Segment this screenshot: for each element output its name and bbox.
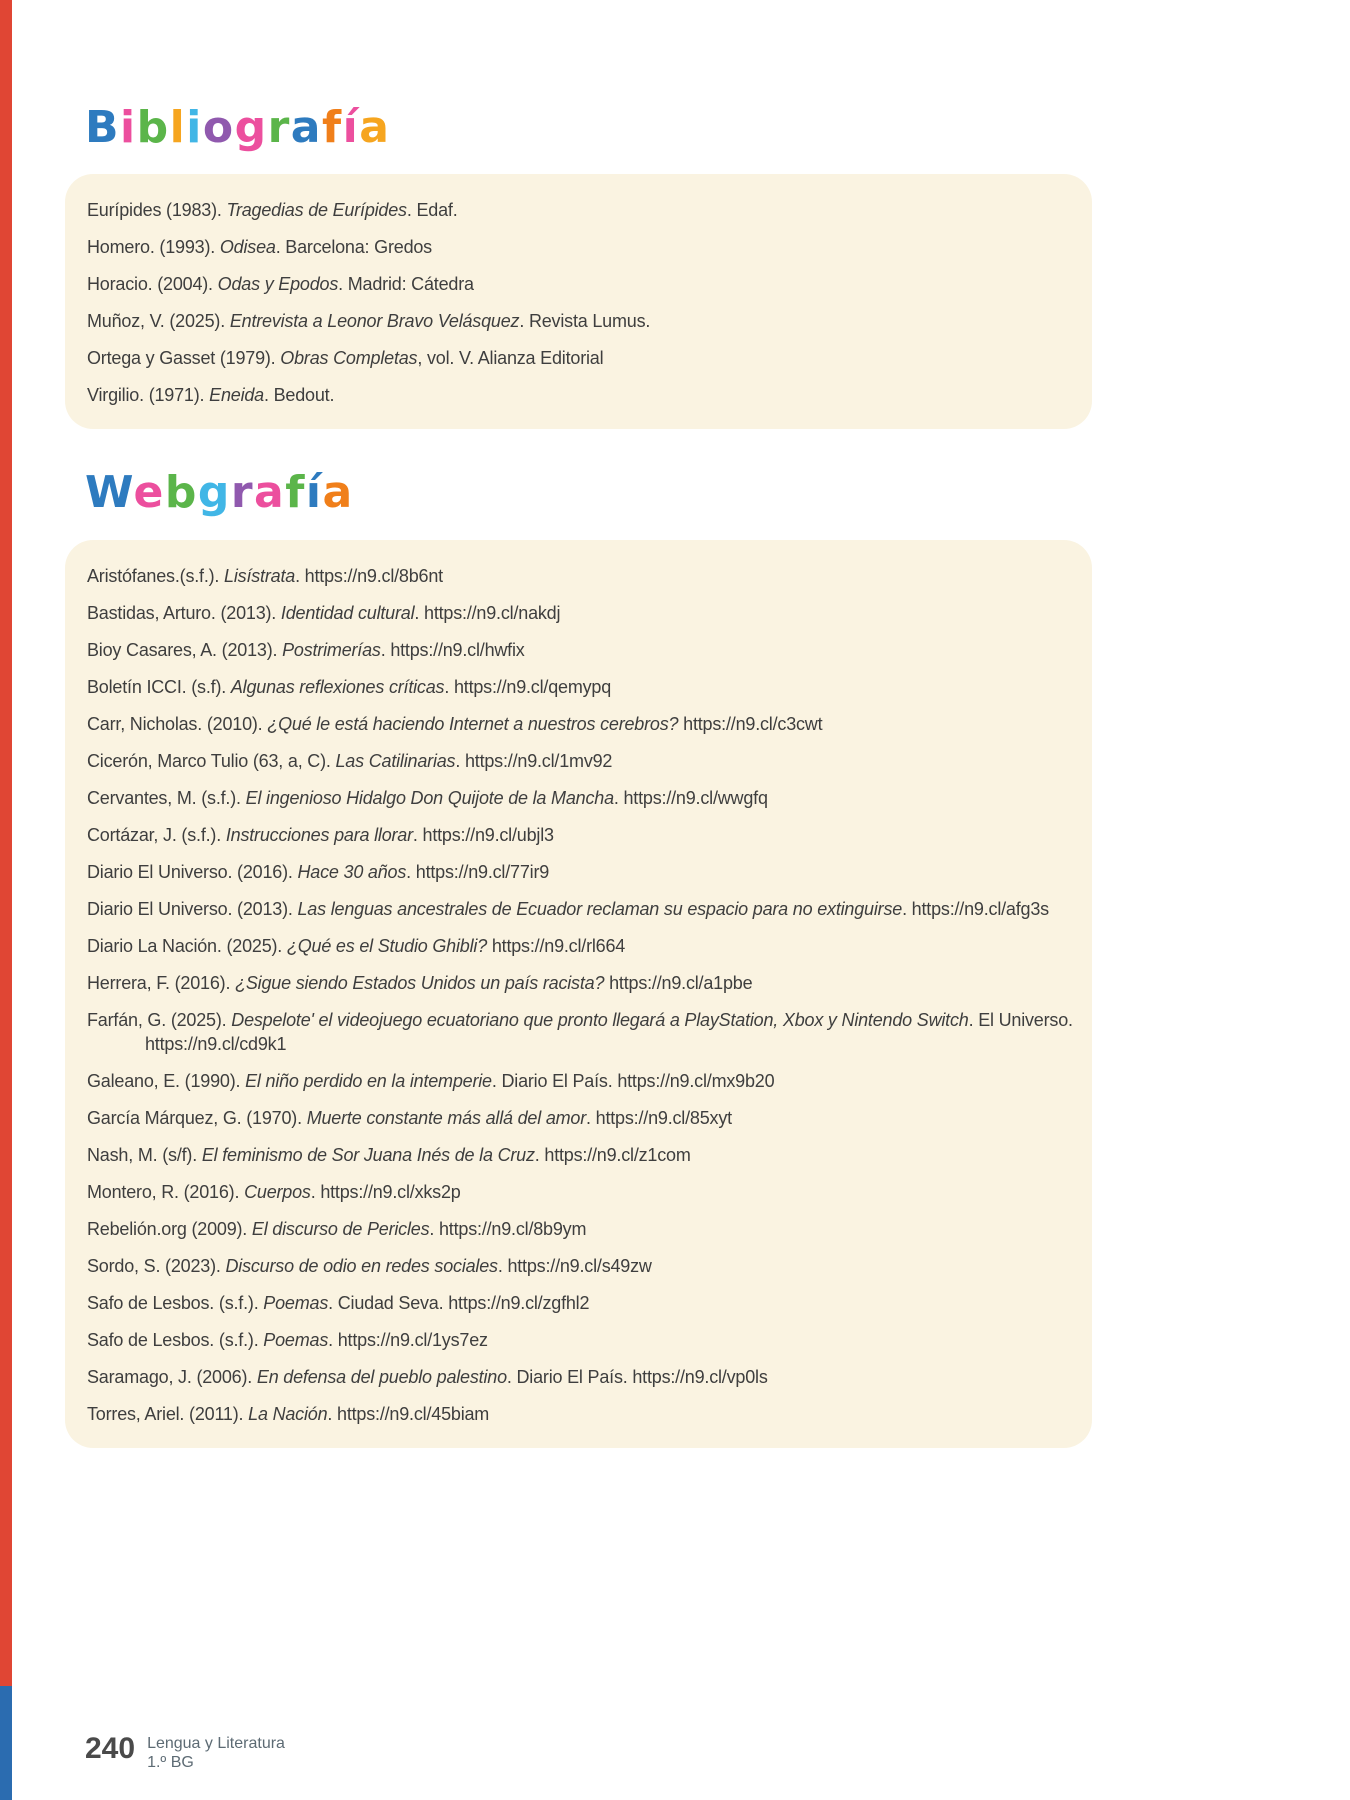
reference-text: Boletín ICCI. (s.f). — [87, 676, 231, 697]
reference-text: Montero, R. (2016). — [87, 1181, 245, 1202]
reference-entry — [87, 383, 1080, 407]
reference-text: Aristófanes.(s.f.). — [87, 565, 225, 586]
title-letter: a — [254, 467, 286, 519]
reference-text: . https://n9.cl/85xyt — [586, 1107, 732, 1128]
reference-title: Odisea — [219, 237, 276, 258]
reference-text: Saramago, J. (2006). — [87, 1366, 257, 1387]
left-edge-red-bar — [0, 0, 12, 1686]
reference-text: Nash, M. (s/f). — [87, 1144, 202, 1165]
reference-text: Rebelión.org (2009). — [87, 1218, 252, 1239]
reference-text: Cicerón, Marco Tulio (63, a, C). — [87, 750, 336, 771]
title-letter: b — [164, 467, 198, 519]
reference-text: . https://n9.cl/qemypq — [444, 676, 612, 697]
title-letter: a — [359, 102, 391, 153]
reference-entry — [87, 272, 1080, 296]
reference-title: Muerte constante más allá del amor — [306, 1107, 587, 1128]
reference-title: Discurso de odio en redes sociales — [225, 1255, 498, 1276]
reference-text: Homero. (1993). — [87, 237, 220, 258]
reference-text: Cortázar, J. (s.f.). — [87, 824, 226, 845]
webgrafia-title — [85, 469, 1092, 517]
page-number: 240 — [85, 1732, 136, 1765]
reference-text: Herrera, F. (2016). — [87, 972, 236, 993]
reference-text: . https://n9.cl/wwgfq — [613, 787, 768, 808]
reference-entry — [87, 601, 1080, 625]
reference-entry — [87, 198, 1080, 222]
reference-entry — [87, 823, 1080, 847]
page-footer — [85, 1734, 285, 1772]
reference-title: El discurso de Pericles — [251, 1218, 430, 1239]
reference-title: Algunas reflexiones críticas — [230, 676, 445, 697]
title-letter: i — [186, 102, 203, 153]
reference-title: Postrimerías — [282, 639, 381, 660]
reference-text: . https://n9.cl/xks2p — [310, 1181, 461, 1202]
title-letter: e — [133, 467, 165, 519]
bibliografia-title — [85, 0, 1092, 152]
title-letter: í — [305, 467, 323, 519]
reference-entry — [87, 1069, 1080, 1093]
reference-entry — [87, 860, 1080, 884]
reference-entry — [87, 971, 1080, 995]
reference-title: La Nación — [248, 1403, 328, 1424]
reference-text: . https://n9.cl/8b9ym — [429, 1218, 587, 1239]
reference-text: . https://n9.cl/z1com — [534, 1144, 691, 1165]
title-letter: f — [285, 467, 306, 519]
reference-title: Hace 30 años — [297, 861, 407, 882]
reference-text: Farfán, G. (2025). — [87, 1009, 232, 1030]
reference-entry — [87, 638, 1080, 662]
reference-title: Lisístrata — [224, 565, 296, 586]
webgrafia-box — [65, 540, 1092, 1448]
reference-text: Diario El Universo. (2016). — [87, 861, 298, 882]
reference-entry — [87, 934, 1080, 958]
reference-title: ¿Qué le está haciendo Internet a nuestros cerebros? — [267, 713, 679, 734]
reference-title: Identidad cultural — [280, 602, 415, 623]
title-letter: a — [322, 467, 354, 519]
reference-text: . Bedout. — [264, 385, 335, 406]
title-letter: a — [290, 102, 322, 153]
reference-text: . https://n9.cl/ubjl3 — [412, 824, 554, 845]
reference-title: ¿Sigue siendo Estados Unidos un país racista? — [235, 972, 605, 993]
reference-entry — [87, 675, 1080, 699]
reference-text: . https://n9.cl/45biam — [327, 1403, 490, 1424]
reference-text: Diario La Nación. (2025). — [87, 935, 287, 956]
reference-entry — [87, 309, 1080, 333]
reference-text: . Diario El País. https://n9.cl/mx9b20 — [491, 1070, 775, 1091]
reference-title: Las lenguas ancestrales de Ecuador reclaman su espacio para no extinguirse — [297, 898, 903, 919]
reference-text: Bioy Casares, A. (2013). — [87, 639, 283, 660]
reference-text: . https://n9.cl/1mv92 — [455, 750, 613, 771]
reference-title: Odas y Epodos — [217, 274, 339, 295]
reference-entry — [87, 786, 1080, 810]
reference-text: . https://n9.cl/nakdj — [414, 602, 561, 623]
reference-text: Eurípides (1983). — [87, 200, 227, 221]
reference-text: Cervantes, M. (s.f.). — [87, 787, 246, 808]
reference-entry — [87, 712, 1080, 736]
reference-text: . Edaf. — [406, 200, 458, 221]
reference-text: Galeano, E. (1990). — [87, 1070, 246, 1091]
reference-text: . Madrid: Cátedra — [338, 274, 474, 295]
reference-entry — [87, 1291, 1080, 1315]
reference-title: Entrevista a Leonor Bravo Velásquez — [229, 311, 520, 332]
title-letter: W — [85, 467, 134, 519]
reference-title: El ingenioso Hidalgo Don Quijote de la Mancha — [245, 787, 614, 808]
reference-text: . https://n9.cl/s49zw — [497, 1255, 652, 1276]
reference-title: Cuerpos — [244, 1181, 311, 1202]
reference-entry — [87, 1106, 1080, 1130]
reference-text: Muñoz, V. (2025). — [87, 311, 230, 332]
reference-entry — [87, 897, 1080, 921]
title-letter: r — [230, 467, 255, 519]
reference-title: En defensa del pueblo palestino — [256, 1366, 507, 1387]
reference-text: . El Universo. https://n9.cl/cd9k1 — [145, 1009, 1073, 1054]
reference-text: https://n9.cl/c3cwt — [678, 713, 823, 734]
reference-text: . https://n9.cl/1ys7ez — [328, 1329, 488, 1350]
reference-title: Poemas — [263, 1329, 329, 1350]
reference-entry — [87, 1217, 1080, 1241]
reference-entry — [87, 1180, 1080, 1204]
title-letter: o — [202, 102, 235, 153]
title-letter: g — [197, 467, 231, 519]
title-letter: b — [136, 102, 170, 153]
reference-title: Poemas — [263, 1292, 329, 1313]
reference-entry — [87, 1008, 1080, 1056]
reference-entry — [87, 1365, 1080, 1389]
title-letter: B — [85, 102, 121, 153]
reference-entry — [87, 1402, 1080, 1426]
reference-entry — [87, 1328, 1080, 1352]
reference-text: . https://n9.cl/hwfix — [380, 639, 525, 660]
reference-entry — [87, 235, 1080, 259]
reference-text: . https://n9.cl/77ir9 — [406, 861, 550, 882]
reference-title: ¿Qué es el Studio Ghibli? — [286, 935, 488, 956]
reference-text: García Márquez, G. (1970). — [87, 1107, 307, 1128]
footer-text — [147, 1734, 285, 1772]
title-letter: l — [169, 102, 187, 153]
page-content — [65, 0, 1092, 1448]
reference-text: Horacio. (2004). — [87, 274, 218, 295]
reference-text: . Revista Lumus. — [519, 311, 651, 332]
reference-text: Diario El Universo. (2013). — [87, 898, 298, 919]
reference-title: Instrucciones para llorar — [225, 824, 413, 845]
reference-text: . Barcelona: Gredos — [275, 237, 432, 258]
reference-entry — [87, 564, 1080, 588]
reference-text: Carr, Nicholas. (2010). — [87, 713, 268, 734]
reference-text: https://n9.cl/a1pbe — [604, 972, 753, 993]
reference-entry — [87, 749, 1080, 773]
reference-title: El niño perdido en la intemperie — [245, 1070, 492, 1091]
reference-text: Safo de Lesbos. (s.f.). — [87, 1292, 264, 1313]
reference-text: https://n9.cl/rl664 — [487, 935, 626, 956]
title-letter: g — [234, 102, 268, 153]
reference-text: . Diario El País. https://n9.cl/vp0ls — [506, 1366, 768, 1387]
reference-text: Ortega y Gasset (1979). — [87, 348, 281, 369]
footer-subject: Lengua y Literatura — [147, 1735, 285, 1752]
reference-text: . https://n9.cl/afg3s — [902, 898, 1049, 919]
reference-entry — [87, 346, 1080, 370]
reference-title: Obras Completas — [280, 348, 418, 369]
left-edge-blue-bar — [0, 1686, 12, 1800]
reference-entry — [87, 1143, 1080, 1167]
reference-text: Virgilio. (1971). — [87, 385, 210, 406]
bibliografia-box — [65, 174, 1092, 429]
reference-text: Safo de Lesbos. (s.f.). — [87, 1329, 264, 1350]
reference-title: Eneida — [209, 385, 264, 406]
reference-title: Despelote' el videojuego ecuatoriano que pronto llegará a PlayStation, Xbox y Nintendo Switch — [231, 1009, 969, 1030]
reference-text: . Ciudad Seva. https://n9.cl/zgfhl2 — [328, 1292, 590, 1313]
reference-title: Las Catilinarias — [335, 750, 456, 771]
reference-title: Tragedias de Eurípides — [226, 200, 407, 221]
reference-text: . https://n9.cl/8b6nt — [295, 565, 443, 586]
footer-grade: 1.º BG — [147, 1754, 194, 1771]
reference-entry — [87, 1254, 1080, 1278]
title-letter: r — [267, 102, 291, 153]
reference-text: Torres, Ariel. (2011). — [87, 1403, 249, 1424]
title-letter: f — [321, 102, 343, 153]
reference-text: , vol. V. Alianza Editorial — [417, 348, 604, 369]
reference-text: Bastidas, Arturo. (2013). — [87, 602, 281, 623]
reference-text: Sordo, S. (2023). — [87, 1255, 226, 1276]
title-letter: í — [342, 102, 360, 153]
title-letter: i — [120, 102, 137, 153]
reference-title: El feminismo de Sor Juana Inés de la Cruz — [201, 1144, 535, 1165]
